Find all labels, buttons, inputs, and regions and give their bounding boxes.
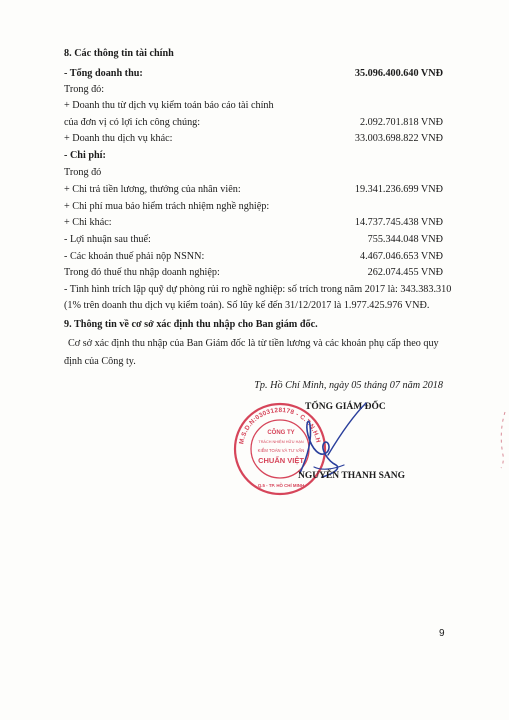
trong-do-label-2: Trong đó xyxy=(64,167,102,178)
audit-revenue-value: 2.092.701.818 VNĐ xyxy=(359,117,443,128)
svg-text:Q.5 - TP. HỒ CHÍ MINH: Q.5 - TP. HỒ CHÍ MINH xyxy=(257,483,305,488)
profit-label: - Lợi nhuận sau thuế: xyxy=(64,234,151,245)
tax-label: - Các khoản thuế phải nộp NSNN: xyxy=(64,251,205,262)
insurance-label: + Chi phí mua bảo hiểm trách nhiệm nghề nghiệp: xyxy=(64,201,270,212)
section-9-body-1: Cơ sở xác định thu nhập của Ban Giám đốc là từ tiền lương và các khoản phụ cấp theo quy xyxy=(68,338,439,349)
cit-label: Trong đó thuế thu nhập doanh nghiệp: xyxy=(64,267,220,278)
tax-value: 4.467.046.653 VNĐ xyxy=(359,251,443,262)
svg-text:CÔNG TY: CÔNG TY xyxy=(267,430,295,436)
svg-text:CHUẨN VIỆT: CHUẨN VIỆT xyxy=(258,456,304,465)
other-revenue-label: + Doanh thu dịch vụ khác: xyxy=(64,133,173,144)
section-9-body-2: định của Công ty. xyxy=(64,356,136,367)
cost-label: - Chi phí: xyxy=(64,150,106,161)
cit-value: 262.074.455 VNĐ xyxy=(367,267,443,278)
margin-scan-mark xyxy=(497,410,507,470)
director-name: NGUYỄN THANH SANG xyxy=(298,471,405,481)
svg-text:KIỂM TOÁN VÀ TƯ VẤN: KIỂM TOÁN VÀ TƯ VẤN xyxy=(257,448,305,453)
other-cost-label: + Chi khác: xyxy=(64,217,112,228)
director-title: TỔNG GIÁM ĐỐC xyxy=(305,402,386,412)
page-number: 9 xyxy=(439,628,445,639)
svg-text:TRÁCH NHIỆM HỮU HẠN: TRÁCH NHIỆM HỮU HẠN xyxy=(258,440,304,444)
other-cost-value: 14.737.745.438 VNĐ xyxy=(354,217,443,228)
audit-revenue-label-line1: + Doanh thu từ dịch vụ kiểm toán báo cáo tài chính xyxy=(64,100,274,111)
trong-do-label: Trong đó: xyxy=(64,84,105,95)
profit-value: 755.344.048 VNĐ xyxy=(367,234,443,245)
salary-label: + Chi trả tiền lương, thưởng của nhân viên: xyxy=(64,184,241,195)
section-9-heading: 9. Thông tin về cơ sở xác định thu nhập cho Ban giám đốc. xyxy=(64,319,318,330)
svg-text:M.S.D.N:0303128178 - C.T.N.H.H: M.S.D.N:0303128178 - C.T.N.H.H xyxy=(238,406,322,445)
total-revenue-label: - Tổng doanh thu: xyxy=(64,68,143,79)
audit-revenue-label-line2: của đơn vị có lợi ích công chúng: xyxy=(64,117,201,128)
reserve-line-1: - Tình hình trích lập quỹ dự phòng rủi ro nghề nghiệp: số trích trong năm 2017 là: 343.383.310 xyxy=(64,284,452,295)
salary-value: 19.341.236.699 VNĐ xyxy=(354,184,443,195)
other-revenue-value: 33.003.698.822 VNĐ xyxy=(354,133,443,144)
reserve-line-2: (1% trên doanh thu dịch vụ kiểm toán). Số lũy kế đến 31/12/2017 là 1.977.425.976 VNĐ. xyxy=(64,300,430,311)
section-8-heading: 8. Các thông tin tài chính xyxy=(64,48,174,59)
place-date: Tp. Hồ Chí Minh, ngày 05 tháng 07 năm 2018 xyxy=(254,380,443,391)
total-revenue-value: 35.096.400.640 VNĐ xyxy=(354,68,443,79)
